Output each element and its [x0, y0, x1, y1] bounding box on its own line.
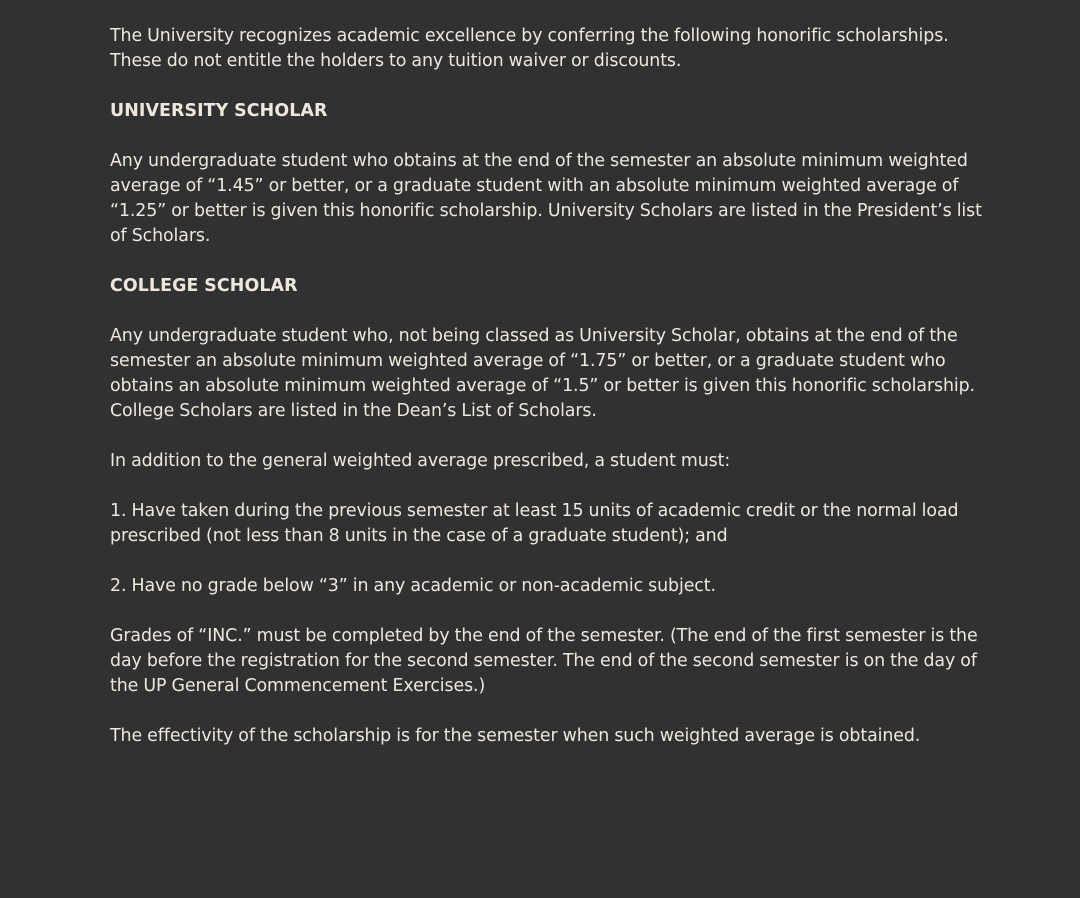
intro-paragraph: The University recognizes academic excellence by conferring the following honorific scholarships. These do not entitle the holders to any tuition waiver or discounts. — [110, 26, 949, 71]
effectivity-paragraph: The effectivity of the scholarship is for the semester when such weighted average is obtained. — [110, 726, 921, 746]
university-scholar-heading: UNIVERSITY SCHOLAR — [110, 101, 328, 121]
college-scholar-paragraph: Any undergraduate student who, not being classed as University Scholar, obtains at the end of the semester an absolute minimum weighted average of “1.75” or better, or a graduate student who obtains an absolute minimum weighted average of “1.5” or better is given this honorific scholarship. College Scholars are listed in the Dean’s List of Scholars. — [110, 326, 975, 421]
requirement-item: 2. Have no grade below “3” in any academic or non-academic subject. — [110, 576, 716, 596]
requirement-item: 1. Have taken during the previous semester at least 15 units of academic credit or the normal load prescribed (not less than 8 units in the case of a graduate student); and — [110, 501, 959, 546]
college-scholar-heading: COLLEGE SCHOLAR — [110, 276, 298, 296]
university-scholar-paragraph: Any undergraduate student who obtains at the end of the semester an absolute minimum weighted average of “1.45” or better, or a graduate student with an absolute minimum weighted average of “1.25” or better is given this honorific scholarship. University Scholars are listed in the President’s list of Scholars. — [110, 151, 982, 246]
scholarship-article — [110, 24, 990, 774]
inc-note-paragraph: Grades of “INC.” must be completed by the end of the semester. (The end of the first semester is the day before the registration for the second semester. The end of the second semester is on the day of the UP General Commencement Exercises.) — [110, 626, 978, 696]
requirements-intro: In addition to the general weighted average prescribed, a student must: — [110, 451, 731, 471]
